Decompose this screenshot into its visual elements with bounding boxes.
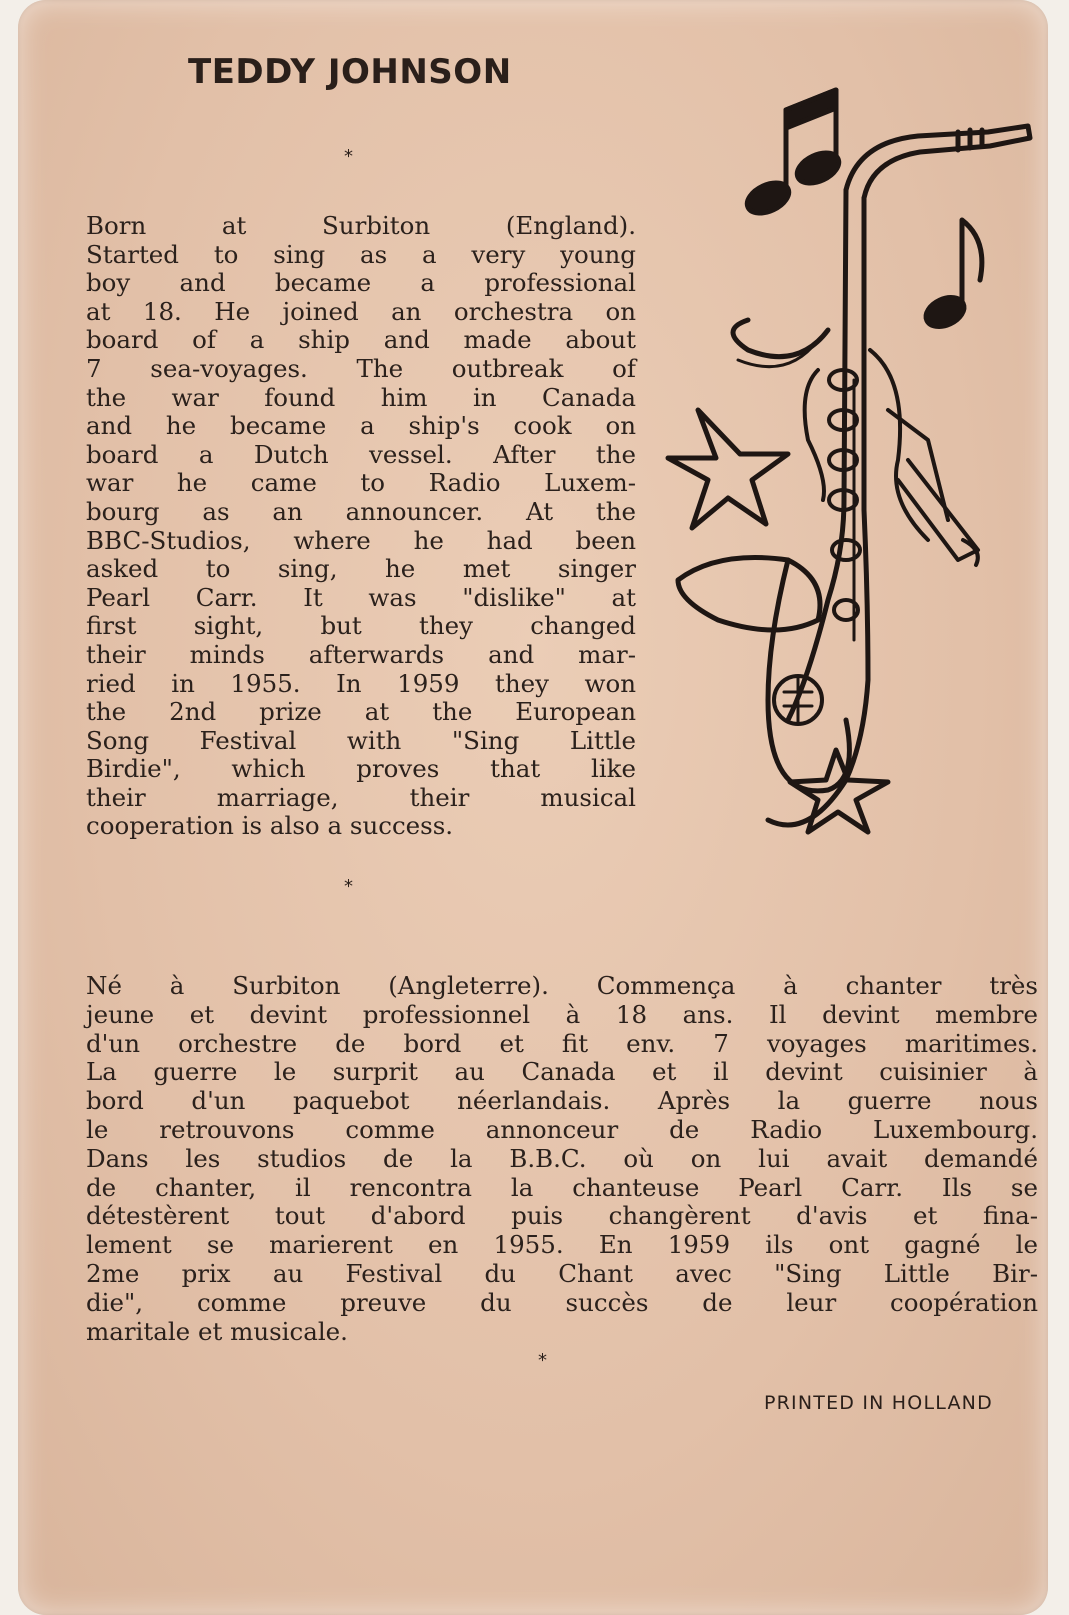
english-text-line: first sight, but they changed	[86, 611, 636, 641]
french-text-line: maritale et musicale.	[86, 1316, 348, 1346]
card-title: TEDDY JOHNSON	[188, 52, 512, 92]
english-text-line: and he became a ship's cook on	[86, 411, 636, 441]
english-text-line: 7 sea-voyages. The outbreak of	[86, 353, 636, 383]
english-text-line: cooperation is also a success.	[86, 811, 454, 841]
english-text-line: the 2nd prize at the European	[86, 697, 636, 727]
english-text-line: at 18. He joined an orchestra on	[86, 296, 636, 326]
french-text-line: jeune et devint professionnel à 18 ans. Il devint membre	[86, 999, 1038, 1029]
french-text-line: die", comme preuve du succès de leur coopération	[86, 1287, 1038, 1317]
music-note-icon	[921, 220, 982, 332]
music-note-icon	[743, 90, 844, 219]
english-text-line: board a Dutch vessel. After the	[86, 439, 636, 469]
english-text-line: board of a ship and made about	[86, 325, 636, 355]
printed-in-label: PRINTED IN HOLLAND	[764, 1392, 993, 1414]
french-text-line: 2me prix au Festival du Chant avec "Sing Little Bir-	[86, 1258, 1038, 1288]
english-text-line: their marriage, their musical	[86, 782, 636, 812]
french-text-line: détestèrent tout d'abord puis changèrent d'avis et fina-	[86, 1201, 1038, 1231]
english-text-line: war he came to Radio Luxem-	[86, 468, 636, 498]
english-text-line: the war found him in Canada	[86, 382, 636, 412]
english-text-line: ried in 1955. In 1959 they won	[86, 668, 636, 698]
english-text-line: BBC-Studios, where he had been	[86, 525, 636, 555]
english-text-line: Pearl Carr. It was "dislike" at	[86, 582, 636, 612]
english-text-line: their minds afterwards and mar-	[86, 639, 636, 669]
french-text-line: Dans les studios de la B.B.C. où on lui avait demandé	[86, 1143, 1038, 1173]
english-biography	[86, 212, 636, 841]
french-text-line: bord d'un paquebot néerlandais. Après la guerre nous	[86, 1086, 1038, 1116]
saxophone-illustration-icon	[658, 80, 1068, 880]
french-text-line: d'un orchestre de bord et fit env. 7 voyages maritimes.	[86, 1028, 1038, 1058]
french-text-line: le retrouvons comme annonceur de Radio Luxembourg.	[86, 1114, 1038, 1144]
english-text-line: boy and became a professional	[86, 268, 636, 298]
trading-card-back	[18, 0, 1048, 1615]
separator-star: *	[344, 876, 353, 897]
english-text-line: Birdie", which proves that like	[86, 754, 636, 784]
french-biography	[86, 972, 1038, 1346]
french-text-line: La guerre le surprit au Canada et il devint cuisinier à	[86, 1057, 1038, 1087]
english-text-line: bourg as an announcer. At the	[86, 496, 636, 526]
english-text-line: Born at Surbiton (England).	[86, 211, 636, 240]
separator-star: *	[344, 146, 353, 167]
star-icon	[668, 410, 788, 528]
english-text-line: Song Festival with "Sing Little	[86, 725, 636, 755]
french-text-line: de chanter, il rencontra la chanteuse Pearl Carr. Ils se	[86, 1172, 1038, 1202]
french-text-line: Né à Surbiton (Angleterre). Commença à chanter très	[86, 971, 1038, 1000]
separator-star: *	[538, 1350, 547, 1371]
french-text-line: lement se marierent en 1955. En 1959 ils ont gagné le	[86, 1230, 1038, 1260]
english-text-line: Started to sing as a very young	[86, 239, 636, 269]
english-text-line: asked to sing, he met singer	[86, 554, 636, 584]
